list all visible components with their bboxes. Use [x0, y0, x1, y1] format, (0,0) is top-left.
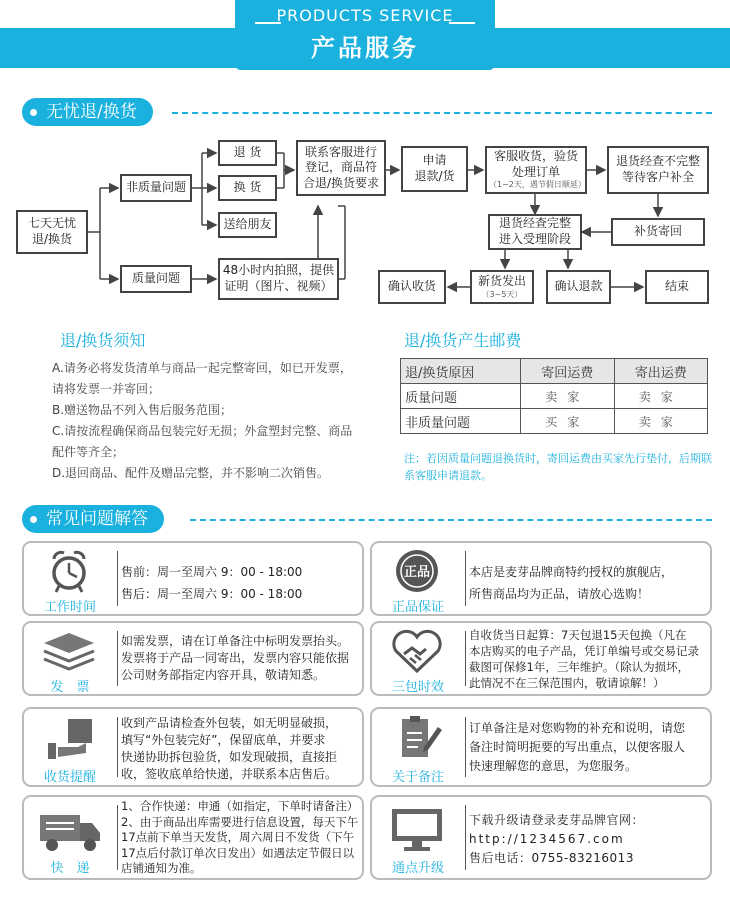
section-title: 常见问题解答: [46, 509, 148, 529]
faq-card-express: [22, 795, 364, 880]
faq-line: 店铺通知为准。: [121, 861, 202, 875]
faq-card-warranty: [370, 621, 712, 696]
fees-cell: 非质量问题: [401, 409, 521, 434]
faq-line: 下载升级请登录麦芽品牌官网：: [469, 813, 645, 827]
clipboard-pen-icon: [380, 713, 454, 761]
flow-apply-node: [401, 146, 468, 192]
faq-line: 所售商品均为正品，请放心选购！: [469, 587, 650, 601]
faq-line: 售前：周一至周六 9：00 - 18:00: [121, 565, 303, 579]
flow-photo-text: 48小时内拍照，提供 证明（图片、视频）: [222, 263, 335, 293]
fees-header-cell: 寄出运费: [614, 359, 707, 384]
flow-incomplete-text: 退货经查不完整 等待客户补全: [615, 154, 700, 184]
flow-contact-text: 联系客服进行 登记，商品符 合退/换货要求: [302, 144, 380, 190]
fees-table: [400, 358, 708, 434]
flow-gift-node: 送给朋友: [218, 212, 277, 238]
flow-confirm-receipt-node: 确认收货: [378, 270, 446, 304]
notice-line: 配件等齐全；: [52, 445, 125, 459]
fees-cell: 卖家: [521, 384, 614, 409]
flow-end-node: 结束: [645, 270, 709, 304]
flow-photo-node: [218, 258, 339, 300]
flow-resend-node: 补货寄回: [611, 218, 705, 246]
flow-receive-node: [485, 146, 587, 194]
faq-divider: [117, 805, 118, 870]
faq-line: 17点前下单当天发货，周六周日不发货（下午: [121, 830, 355, 844]
banner-title-cn: 产品服务: [311, 34, 419, 62]
faq-line: 收，签收底单给快递，并联系本店售后。: [121, 767, 338, 781]
alarm-clock-icon: [32, 547, 106, 595]
faq-line: 本店是麦芽品牌商特约授权的旗舰店，: [469, 565, 674, 579]
faq-card-receive: [22, 707, 364, 787]
fees-cell: 卖家: [614, 384, 707, 409]
flow-quality-node: 质量问题: [120, 265, 192, 293]
faq-divider: [465, 631, 466, 686]
flow-complete-text: 退货经查完整 进入受理阶段: [498, 216, 571, 246]
fees-header-cell: 退/换货原因: [401, 359, 521, 384]
faq-card-invoice: [22, 621, 364, 696]
flow-incomplete-node: [607, 146, 709, 194]
flow-receive-text: 客服收货，验货 处理订单: [493, 149, 578, 179]
banner-tab: [235, 0, 495, 70]
faq-card-genuine: [370, 541, 712, 616]
faq-line: 1、合作快递：申通（如指定，下单时请备注）: [121, 799, 359, 813]
fees-header-row: [401, 359, 708, 384]
faq-body: [121, 715, 361, 783]
faq-card-upgrade: [370, 795, 712, 880]
faq-line: 订单备注是对您购物的补充和说明，请您: [469, 721, 686, 735]
monitor-icon: [380, 805, 454, 853]
faq-card-remark: [370, 707, 712, 787]
faq-caption: 关于备注: [391, 770, 444, 785]
faq-caption: 快 递: [50, 861, 90, 876]
flow-confirm-refund-node: 确认退款: [546, 270, 611, 304]
faq-divider: [117, 717, 118, 777]
flow-ship-new-text: 新货发出: [477, 274, 526, 288]
notice-line: C.请按流程确保商品包装完好无损；外盒塑封完整、商品: [52, 424, 353, 438]
faq-divider: [465, 717, 466, 777]
svg-text:正品: 正品: [403, 565, 431, 580]
faq-line: 此情况不在三保范围内，敬请谅解！）: [469, 676, 665, 690]
notice-line: B.赠送物品不列入售后服务范围；: [52, 403, 233, 417]
section-pill: [22, 505, 164, 533]
faq-body: [469, 561, 709, 605]
faq-divider: [117, 551, 118, 606]
flow-non-quality-node: 非质量问题: [120, 174, 192, 202]
flow-ship-new-note: （3~5天）: [481, 289, 523, 299]
faq-line: 备注时简明扼要的写出重点，以便客服人: [469, 740, 686, 754]
flow-contact-node: [296, 140, 386, 196]
notice-title: 退/换货须知: [60, 331, 146, 350]
faq-line: 售后：周一至周六 9：00 - 18:00: [121, 587, 303, 601]
flow-apply-text: 申请 退款/货: [414, 153, 455, 183]
fees-cell: 质量问题: [401, 384, 521, 409]
fees-header-cell: 寄回运费: [521, 359, 614, 384]
fees-row: [401, 384, 708, 409]
faq-card-work-hours: [22, 541, 364, 616]
faq-line: 自收货当日起算：7天包退15天包换（凡在: [469, 628, 687, 642]
faq-body: [121, 799, 361, 877]
faq-line: 如需发票，请在订单备注中标明发票抬头。: [121, 634, 350, 648]
section-dashed-line: [190, 519, 712, 521]
faq-body: [469, 627, 709, 691]
flow-return-node: 退 货: [218, 140, 277, 166]
fees-cell: 买家: [521, 409, 614, 434]
faq-divider: [465, 805, 466, 870]
faq-website-link[interactable]: http://1234567.com: [469, 832, 625, 846]
fees-cell: 卖家: [614, 409, 707, 434]
faq-body: [469, 811, 709, 868]
faq-caption: 通点升级: [391, 861, 444, 876]
notice-line: D.退回商品、配件及赠品完整，并不影响二次销售。: [52, 466, 330, 480]
invoice-stack-icon: [32, 627, 106, 675]
faq-body: [469, 719, 709, 776]
notice-line: A.请务必将发货清单与商品一起完整寄回，如已开发票，: [52, 361, 352, 375]
faq-body: [121, 561, 361, 605]
section-pill: [22, 98, 153, 126]
fees-note: 注：若因质量问题退换货时，寄回运费由买家先行垫付，后期联系客服申请退款。: [404, 452, 712, 482]
faq-line: 快速理解您的意思，为您服务。: [469, 759, 638, 773]
faq-line: 快递协助拆包验货，如发现破损，直接拒: [121, 750, 338, 764]
banner: [0, 0, 730, 70]
faq-divider: [117, 631, 118, 686]
flow-start-node: [16, 210, 88, 254]
faq-line: 售后电话：0755-83216013: [469, 851, 634, 865]
delivery-truck-icon: [32, 807, 106, 855]
bullet-dot-icon: [30, 109, 37, 116]
return-flowchart: [0, 140, 730, 310]
faq-line: 本店购买的电子产品，凭订单编号或交易记录: [469, 644, 699, 658]
faq-line: 填写“外包装完好”，保留底单，并要求: [121, 733, 326, 747]
faq-divider: [465, 551, 466, 606]
faq-caption: 正品保证: [391, 600, 444, 615]
faq-line: 公司财务部指定内容开具，敬请知悉。: [121, 668, 326, 682]
flow-receive-note: （1~2天，遇节假日顺延）: [489, 180, 586, 190]
faq-line: 截图可保修1年，三年维护。（除认为损坏，: [469, 660, 690, 674]
faq-caption: 工作时间: [43, 600, 96, 615]
section-dashed-line: [172, 112, 712, 114]
bullet-dot-icon: [30, 516, 37, 523]
flow-start-line2: 退/换货: [31, 232, 73, 246]
section-header-faq: [22, 505, 712, 533]
faq-line: 17点后付款订单次日发出）如遇法定节假日以: [121, 845, 355, 860]
flow-complete-node: [488, 214, 582, 250]
faq-body: [121, 633, 361, 684]
faq-caption: 发 票: [50, 680, 90, 695]
faq-caption: 收货提醒: [43, 770, 96, 785]
faq-line: 收到产品请检查外包装，如无明显破损，: [121, 716, 338, 730]
flow-exchange-node: 换 货: [218, 175, 277, 201]
fees-row: [401, 409, 708, 434]
parcel-hand-icon: [32, 713, 106, 761]
handshake-heart-icon: [380, 627, 454, 675]
notice-line: 请将发票一并寄回；: [52, 382, 161, 396]
faq-line: 发票将于产品一同寄出，发票内容只能依据: [121, 651, 350, 665]
genuine-seal-icon: [380, 547, 454, 595]
fees-title: 退/换货产生邮费: [404, 331, 522, 350]
section-header-return: [22, 98, 712, 126]
faq-line: 2、由于商品出库需要进行信息设置，每天下午: [121, 814, 359, 829]
flow-start-line1: 七天无忧: [27, 216, 76, 231]
flow-ship-new-node: [470, 270, 534, 304]
notice-list: [52, 358, 372, 484]
banner-title-en: PRODUCTS SERVICE: [276, 6, 454, 25]
section-title: 无忧退/换货: [46, 102, 137, 122]
faq-caption: 三包时效: [391, 680, 444, 695]
